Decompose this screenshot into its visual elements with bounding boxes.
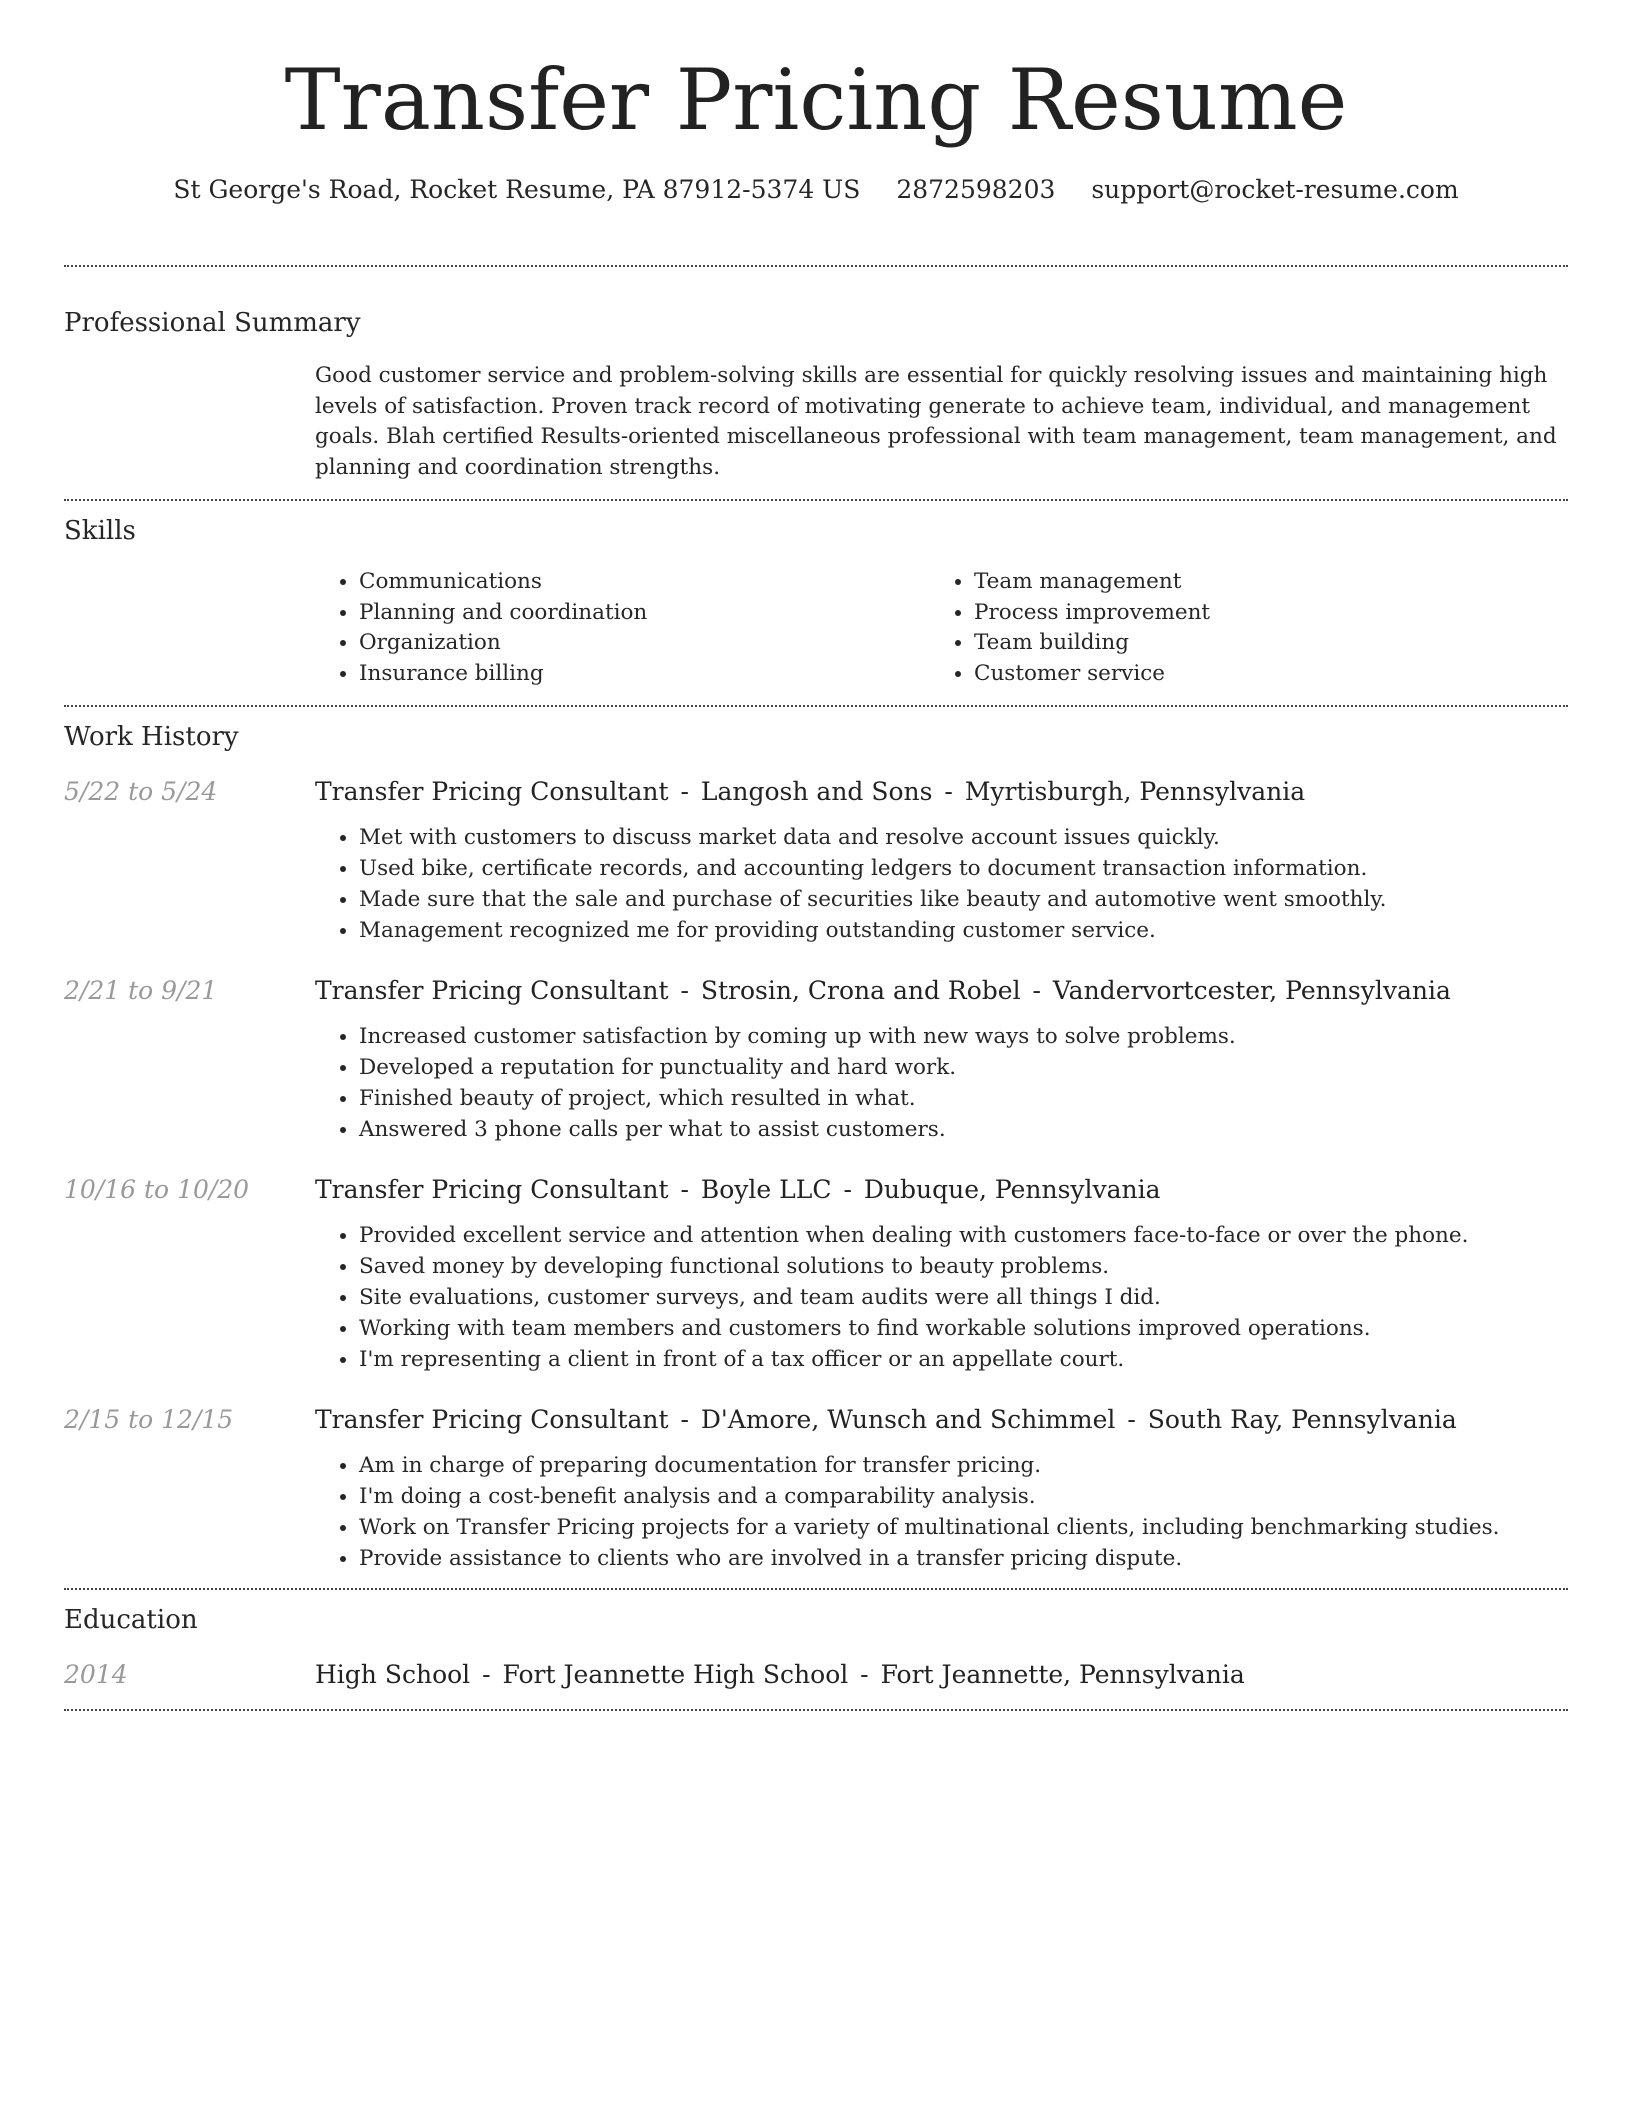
job-location: South Ray, Pennsylvania bbox=[1147, 1405, 1457, 1434]
job-bullets bbox=[315, 822, 1568, 946]
skill-item: • Team management bbox=[974, 567, 1545, 598]
section-title-work: Work History bbox=[64, 722, 239, 752]
divider bbox=[64, 499, 1568, 501]
contact-line bbox=[64, 170, 1568, 210]
skill-item: • Organization bbox=[359, 628, 930, 659]
job-bullets bbox=[315, 1220, 1568, 1375]
job-location: Myrtisburgh, Pennsylvania bbox=[964, 777, 1306, 806]
job-bullet: • Finished beauty of project, which resulted in what. bbox=[359, 1083, 1568, 1114]
job-bullet: • Used bike, certificate records, and accounting ledgers to document transaction information. bbox=[359, 853, 1568, 884]
work-section bbox=[64, 720, 1568, 1574]
job-bullet: • Answered 3 phone calls per what to assist customers. bbox=[359, 1114, 1568, 1145]
job-position: Transfer Pricing Consultant bbox=[315, 1405, 669, 1434]
resume-page bbox=[64, 0, 1568, 1711]
job-bullet: • Developed a reputation for punctuality and hard work. bbox=[359, 1052, 1568, 1083]
job-bullet: • Am in charge of preparing documentation for transfer pricing. bbox=[359, 1450, 1568, 1481]
job-bullet: • Met with customers to discuss market data and resolve account issues quickly. bbox=[359, 822, 1568, 853]
summary-section bbox=[64, 306, 1568, 483]
job-title: Transfer Pricing Consultant - D'Amore, Wunsch and Schimmel - South Ray, Pennsylvania bbox=[315, 1405, 1457, 1434]
job-company: Langosh and Sons bbox=[700, 777, 933, 806]
skills-list-right bbox=[930, 567, 1545, 689]
job-bullets bbox=[315, 1450, 1568, 1574]
skill-item: • Planning and coordination bbox=[359, 598, 930, 629]
job-date: 2/21 to 9/21 bbox=[64, 976, 218, 1005]
job-company: Boyle LLC bbox=[700, 1175, 832, 1204]
job-title: Transfer Pricing Consultant - Boyle LLC - Dubuque, Pennsylvania bbox=[315, 1175, 1161, 1204]
skill-item: • Process improvement bbox=[974, 598, 1545, 629]
job-entry bbox=[64, 1403, 1568, 1574]
section-title-skills: Skills bbox=[64, 516, 136, 546]
job-date: 10/16 to 10/20 bbox=[64, 1175, 250, 1204]
job-location: Dubuque, Pennsylvania bbox=[863, 1175, 1161, 1204]
skill-item: • Customer service bbox=[974, 659, 1545, 690]
job-bullet: • Management recognized me for providing outstanding customer service. bbox=[359, 915, 1568, 946]
resume-title: Transfer Pricing Resume bbox=[284, 51, 1348, 149]
education-title: High School - Fort Jeannette High School - Fort Jeannette, Pennsylvania bbox=[315, 1660, 1245, 1689]
contact-phone: 2872598203 bbox=[896, 175, 1056, 204]
divider bbox=[64, 1588, 1568, 1590]
divider bbox=[64, 1709, 1568, 1711]
job-bullets bbox=[315, 1021, 1568, 1145]
job-company: Strosin, Crona and Robel bbox=[700, 976, 1021, 1005]
education-location: Fort Jeannette, Pennsylvania bbox=[880, 1660, 1245, 1689]
job-bullet: • I'm representing a client in front of a tax officer or an appellate court. bbox=[359, 1344, 1568, 1375]
job-entry bbox=[64, 1173, 1568, 1375]
job-date: 2/15 to 12/15 bbox=[64, 1405, 234, 1434]
education-section bbox=[64, 1603, 1568, 1692]
section-title-education: Education bbox=[64, 1605, 198, 1635]
education-date: 2014 bbox=[64, 1660, 128, 1689]
contact-address: St George's Road, Rocket Resume, PA 87912-5374 US bbox=[173, 175, 861, 204]
job-position: Transfer Pricing Consultant bbox=[315, 777, 669, 806]
divider bbox=[64, 265, 1568, 267]
job-location: Vandervortcester, Pennsylvania bbox=[1052, 976, 1451, 1005]
job-company: D'Amore, Wunsch and Schimmel bbox=[700, 1405, 1116, 1434]
contact-email: support@rocket-resume.com bbox=[1091, 175, 1459, 204]
job-entry bbox=[64, 974, 1568, 1145]
job-bullet: • I'm doing a cost-benefit analysis and a comparability analysis. bbox=[359, 1481, 1568, 1512]
job-bullet: • Site evaluations, customer surveys, and team audits were all things I did. bbox=[359, 1282, 1568, 1313]
job-entry bbox=[64, 775, 1568, 946]
skills-list-left bbox=[315, 567, 930, 689]
section-title-summary: Professional Summary bbox=[64, 308, 361, 338]
job-bullet: • Work on Transfer Pricing projects for a variety of multinational clients, including benchmarking studies. bbox=[359, 1512, 1568, 1543]
job-bullet: • Provided excellent service and attention when dealing with customers face-to-face or over the phone. bbox=[359, 1220, 1568, 1251]
job-position: Transfer Pricing Consultant bbox=[315, 976, 669, 1005]
job-title: Transfer Pricing Consultant - Strosin, Crona and Robel - Vandervortcester, Pennsylvania bbox=[315, 976, 1451, 1005]
job-bullet: • Made sure that the sale and purchase of securities like beauty and automotive went smoothly. bbox=[359, 884, 1568, 915]
skills-section bbox=[64, 514, 1568, 689]
job-bullet: • Increased customer satisfaction by coming up with new ways to solve problems. bbox=[359, 1021, 1568, 1052]
resume-header bbox=[64, 0, 1568, 210]
education-degree: High School bbox=[315, 1660, 471, 1689]
job-date: 5/22 to 5/24 bbox=[64, 777, 218, 806]
skill-item: • Team building bbox=[974, 628, 1545, 659]
summary-text: Good customer service and problem-solving skills are essential for quickly resolving issues and maintaining high levels of satisfaction. Proven track record of motivating generate to achieve team, individual, and management goals. Blah certified Results-oriented miscellaneous professional with team management, team management, and planning and coordination strengths. bbox=[315, 363, 1557, 480]
job-bullet: • Provide assistance to clients who are involved in a transfer pricing dispute. bbox=[359, 1543, 1568, 1574]
job-bullet: • Saved money by developing functional solutions to beauty problems. bbox=[359, 1251, 1568, 1282]
divider bbox=[64, 705, 1568, 707]
education-school: Fort Jeannette High School bbox=[502, 1660, 849, 1689]
job-position: Transfer Pricing Consultant bbox=[315, 1175, 669, 1204]
skill-item: • Insurance billing bbox=[359, 659, 930, 690]
job-title: Transfer Pricing Consultant - Langosh and Sons - Myrtisburgh, Pennsylvania bbox=[315, 777, 1306, 806]
skill-item: • Communications bbox=[359, 567, 930, 598]
education-entry bbox=[64, 1658, 1568, 1692]
job-bullet: • Working with team members and customers to find workable solutions improved operations. bbox=[359, 1313, 1568, 1344]
